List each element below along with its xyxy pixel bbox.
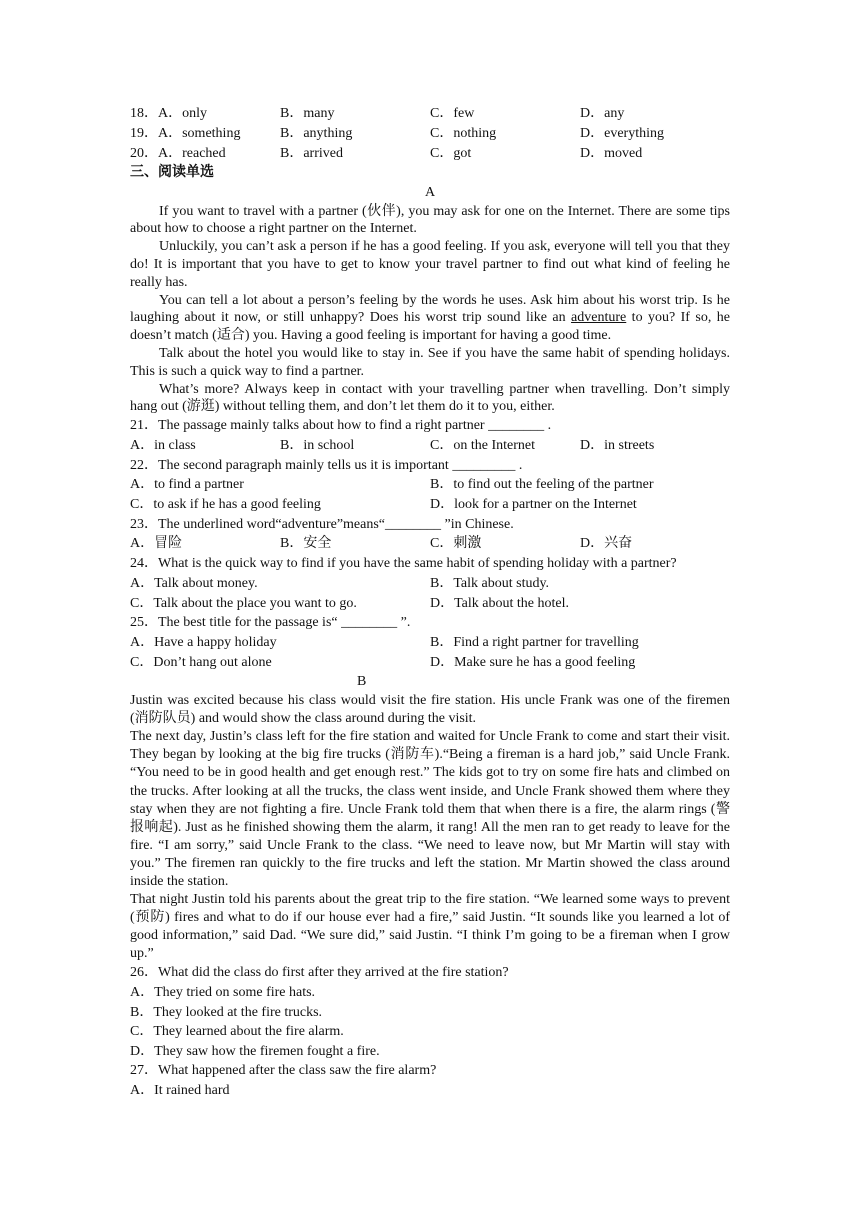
option-a: A．reached bbox=[158, 145, 226, 161]
options-24-row-2 bbox=[130, 594, 730, 614]
option-a: A．Have a happy holiday bbox=[130, 634, 277, 650]
option-d: D．They saw how the firemen fought a fire. bbox=[130, 1043, 380, 1059]
passage-a-paragraph-4: Talk about the hotel you would like to stay in. See if you have the same habit of spending holidays. This is such a quick way to find a partner. bbox=[130, 345, 730, 379]
passage-b-paragraph-3: That night Justin told his parents about the great trip to the fire station. “We learned some ways to prevent (预防) fires and what to do if our house ever had a fire,” said Justin. “It sounds like you learned a lot of good information,” said Dad. “We sure did,” said Justin. “I think I’m going to be a fireman when I grow up.” bbox=[130, 892, 730, 962]
option-d: D．moved bbox=[580, 145, 643, 161]
option-d: D．Talk about the hotel. bbox=[430, 595, 569, 611]
cloze-option-row-18 bbox=[130, 104, 730, 124]
option-b: B．many bbox=[280, 106, 335, 121]
passage-b-paragraph-2: The next day, Justin’s class left for the fire station and waited for Uncle Frank to come and start their visit. They began by looking at the big fire trucks (消防车).“Being a fireman is a hard job,” said Uncle Frank. “You need to be in good health and get enough rest.” The kids got to try on some fire hats and climbed on the trucks. After looking at all the trucks, the class went inside, and Uncle Frank showed them where they stay when they are not fighting a fire. Uncle Frank told them that when there is a fire, the alarm rings (警报响起). Just as he finished showing them the alarm, it rang! All the men ran to get ready to leave for the fire. “I am sorry,” said Uncle Frank to the class. “We need to leave now, but Mr Martin will stay with you.” The firemen ran quickly to the fire trucks and left the station. Mr Martin showed the class around inside the station. bbox=[130, 729, 730, 890]
option-b: B．arrived bbox=[280, 145, 343, 161]
option-b: B．They looked at the fire trucks. bbox=[130, 1004, 323, 1020]
question-22: 22．The second paragraph mainly tells us it is important _________ . bbox=[130, 457, 523, 473]
option-d: D．any bbox=[580, 106, 625, 121]
question-25: 25．The best title for the passage is“ ________ ”. bbox=[130, 615, 411, 631]
options-22-row-1 bbox=[130, 475, 730, 495]
passage-a-paragraph-3: You can tell a lot about a person’s feeling by the words he uses. Ask him about his worst trip. Is he laughing about it now, or still unhappy? Does his worst trip sound like an adventure to you? If so, he doesn’t match (适合) you. Having a good feeling is important for having a good time. bbox=[130, 292, 730, 344]
question-27: 27．What happened after the class saw the fire alarm? bbox=[130, 1063, 437, 1079]
passage-a-paragraph-2: Unluckily, you can’t ask a person if he has a good feeling. If you ask, everyone will tell you that they do! It is important that you have to get to know your travel partner to find out what kind of feeling he really has. bbox=[130, 239, 730, 290]
cloze-option-row-20 bbox=[130, 144, 730, 164]
question-26: 26．What did the class do first after they arrived at the fire station? bbox=[130, 965, 509, 981]
option-c: C．Talk about the place you want to go. bbox=[130, 595, 357, 611]
options-23 bbox=[130, 534, 730, 554]
options-21 bbox=[130, 436, 730, 456]
option-c: C．got bbox=[430, 145, 472, 161]
passage-a-label: A bbox=[424, 184, 436, 200]
options-24-row-1 bbox=[130, 574, 730, 594]
option-b: B．Find a right partner for travelling bbox=[430, 634, 639, 650]
option-b: B．to find out the feeling of the partner bbox=[430, 477, 654, 493]
option-a: A．Talk about money. bbox=[130, 575, 258, 591]
option-a: A．It rained hard bbox=[130, 1083, 230, 1099]
option-d: D．everything bbox=[580, 125, 664, 141]
option-c: C．to ask if he has a good feeling bbox=[130, 496, 321, 512]
question-24: 24．What is the quick way to find if you have the same habit of spending holiday with a partner? bbox=[130, 556, 677, 572]
option-b: B．in school bbox=[280, 437, 355, 453]
question-23: 23．The underlined word“adventure”means“________ ”in Chinese. bbox=[130, 516, 514, 532]
passage-b bbox=[130, 692, 730, 963]
option-a: A．in class bbox=[130, 437, 196, 453]
option-d: D．in streets bbox=[580, 437, 655, 453]
options-25-row-2 bbox=[130, 653, 730, 673]
passage-a-paragraph-5: What’s more? Always keep in contact with your travelling partner when travelling. Don’t simply hang out (游逛) without telling them, and don’t let them do it to you, either. bbox=[130, 381, 730, 415]
option-d: D．兴奋 bbox=[580, 536, 633, 552]
cloze-option-row-19 bbox=[130, 124, 730, 144]
exam-page bbox=[130, 104, 730, 1101]
option-d: D．look for a partner on the Internet bbox=[430, 496, 637, 512]
options-22-row-2 bbox=[130, 495, 730, 515]
option-a: A．They tried on some fire hats. bbox=[130, 985, 316, 1001]
option-b: B．anything bbox=[280, 125, 353, 141]
questions-a bbox=[130, 416, 730, 672]
questions-b bbox=[130, 963, 730, 1100]
question-21: 21．The passage mainly talks about how to find a right partner ________ . bbox=[130, 418, 552, 434]
option-b: B．安全 bbox=[280, 536, 332, 552]
question-number: 19． bbox=[130, 125, 158, 141]
option-a: A．to find a partner bbox=[130, 477, 244, 493]
question-number: 18． bbox=[130, 106, 158, 121]
option-a: A．something bbox=[158, 125, 241, 141]
option-c: C．few bbox=[430, 106, 475, 121]
option-c: C．刺激 bbox=[430, 536, 482, 552]
section-heading: 三、阅读单选 bbox=[130, 164, 214, 181]
passage-b-label: B bbox=[357, 674, 367, 690]
option-c: C．nothing bbox=[430, 125, 497, 141]
cloze-options bbox=[130, 104, 730, 163]
passage-a bbox=[130, 203, 730, 417]
option-c: C．Don’t hang out alone bbox=[130, 654, 272, 670]
passage-b-paragraph-1: Justin was excited because his class would visit the fire station. His uncle Frank was one of the firemen (消防队员) and would show the class around during the visit. bbox=[130, 693, 730, 727]
options-25-row-1 bbox=[130, 633, 730, 653]
option-b: B．Talk about study. bbox=[430, 575, 550, 591]
option-a: A．only bbox=[158, 106, 207, 121]
option-c: C．They learned about the fire alarm. bbox=[130, 1024, 344, 1040]
passage-a-paragraph-1: If you want to travel with a partner (伙伴), you may ask for one on the Internet. There are some tips about how to choose a right partner on the Internet. bbox=[130, 203, 730, 237]
question-number: 20． bbox=[130, 145, 158, 161]
underlined-word: adventure bbox=[571, 310, 627, 326]
option-c: C．on the Internet bbox=[430, 437, 535, 453]
option-a: A．冒险 bbox=[130, 536, 183, 552]
option-d: D．Make sure he has a good feeling bbox=[430, 654, 636, 670]
